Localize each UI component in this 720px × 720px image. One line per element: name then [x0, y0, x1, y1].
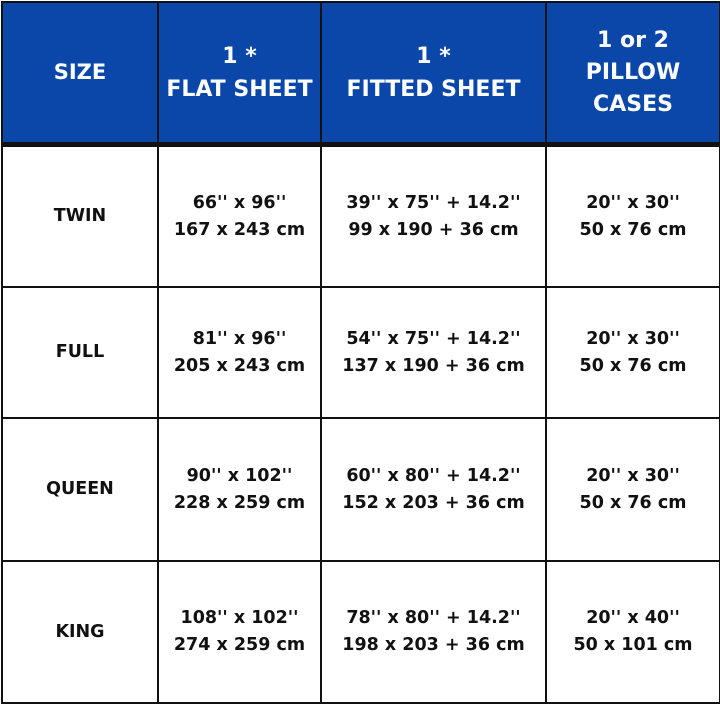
header-flat-label: FLAT SHEET	[166, 76, 313, 102]
table-row-twin	[2, 145, 720, 288]
flat-cm: 274 x 259 cm	[173, 635, 306, 655]
header-flat-sheet	[158, 2, 321, 145]
fitted-sheet-cell	[321, 561, 546, 703]
fitted-cm: 152 x 203 + 36 cm	[342, 492, 525, 513]
pillow-case-cell	[546, 287, 720, 418]
pillow-case-cell	[546, 561, 720, 703]
fitted-sheet-cell	[321, 145, 546, 288]
flat-sheet-cell	[158, 287, 321, 418]
pillow-inches: 20'' x 30''	[586, 328, 680, 349]
header-fitted-label: FITTED SHEET	[346, 76, 521, 102]
pillow-cm: 50 x 76 cm	[579, 219, 687, 240]
flat-inches: 81'' x 96''	[192, 328, 287, 349]
size-label: QUEEN	[46, 479, 114, 499]
header-pillow-quantity: 1 or 2	[597, 27, 669, 53]
header-pillow-cases	[546, 2, 720, 145]
pillow-cm: 50 x 76 cm	[579, 355, 687, 376]
header-fitted-sheet	[321, 2, 546, 145]
fitted-inches: 78'' x 80'' + 14.2''	[346, 608, 521, 628]
size-label: FULL	[55, 342, 105, 362]
flat-sheet-cell	[158, 418, 321, 561]
pillow-cm: 50 x 101 cm	[573, 635, 693, 655]
header-size	[2, 2, 158, 145]
pillow-inches: 20'' x 30''	[586, 465, 680, 486]
pillow-case-cell	[546, 418, 720, 561]
fitted-inches: 54'' x 75'' + 14.2''	[346, 328, 521, 349]
flat-inches: 90'' x 102''	[186, 465, 293, 486]
pillow-inches: 20'' x 40''	[586, 608, 680, 628]
header-size-label: SIZE	[53, 60, 107, 84]
header-row	[2, 2, 720, 145]
size-label: KING	[55, 621, 105, 642]
fitted-cm: 137 x 190 + 36 cm	[342, 355, 525, 376]
table-row-full	[2, 287, 720, 418]
pillow-case-cell	[546, 145, 720, 288]
table-body	[2, 145, 720, 704]
size-cell	[2, 287, 158, 418]
pillow-inches: 20'' x 30''	[586, 192, 680, 213]
size-cell	[2, 145, 158, 288]
size-label: TWIN	[53, 206, 107, 226]
header-fitted-quantity: 1 *	[416, 43, 451, 69]
fitted-cm: 99 x 190 + 36 cm	[348, 219, 519, 240]
size-cell	[2, 561, 158, 703]
flat-cm: 205 x 243 cm	[173, 355, 306, 376]
pillow-cm: 50 x 76 cm	[579, 492, 687, 513]
fitted-sheet-cell	[321, 287, 546, 418]
table-row-king	[2, 561, 720, 703]
table-row-queen	[2, 418, 720, 561]
flat-cm: 167 x 243 cm	[173, 219, 306, 240]
size-cell	[2, 418, 158, 561]
flat-inches: 66'' x 96''	[192, 192, 287, 213]
fitted-inches: 39'' x 75'' + 14.2''	[346, 192, 521, 213]
fitted-cm: 198 x 203 + 36 cm	[342, 635, 525, 655]
sheet-size-table	[1, 1, 720, 704]
header-pillow-label-1: PILLOW	[585, 59, 681, 85]
flat-sheet-cell	[158, 561, 321, 703]
fitted-sheet-cell	[321, 418, 546, 561]
header-pillow-label-2: CASES	[593, 91, 673, 117]
flat-sheet-cell	[158, 145, 321, 288]
flat-cm: 228 x 259 cm	[173, 492, 306, 513]
header-flat-quantity: 1 *	[222, 43, 257, 69]
fitted-inches: 60'' x 80'' + 14.2''	[346, 465, 521, 486]
flat-inches: 108'' x 102''	[180, 608, 299, 628]
table-header	[2, 2, 720, 145]
